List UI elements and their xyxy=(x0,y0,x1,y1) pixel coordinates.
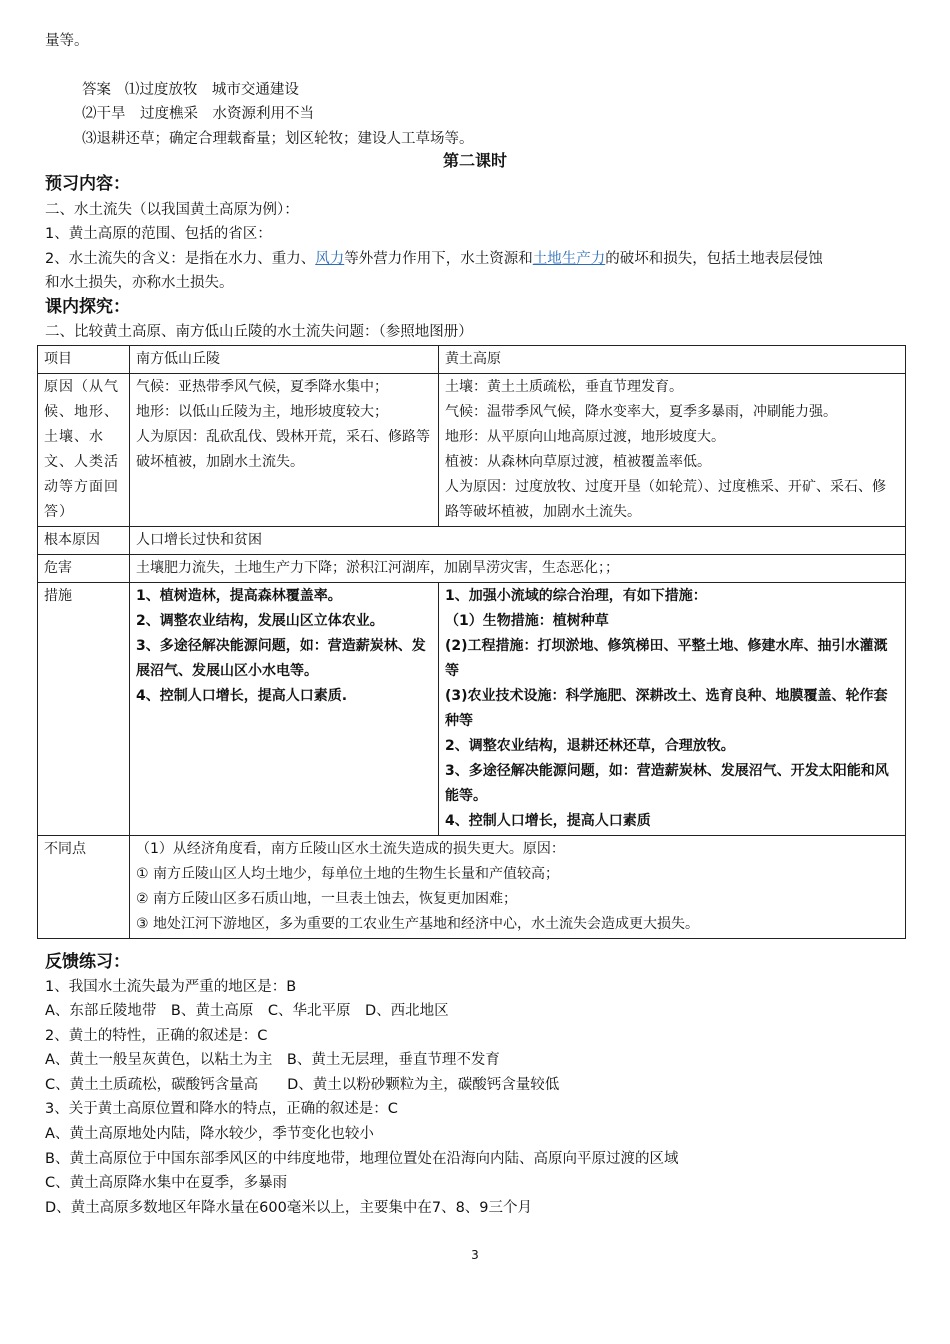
feedback-line: A、东部丘陵地带 B、黄土高原 C、华北平原 D、西北地区 xyxy=(45,1003,449,1019)
cause-label: 原因（从气候、地形、土壤、水文、人类活动等方面回答） xyxy=(38,374,130,527)
answer-label: 答案 xyxy=(82,82,111,98)
preview-question-2 xyxy=(45,247,823,271)
measure-south-line: 1、植树造林，提高森林覆盖率。 xyxy=(136,588,342,604)
measure-label: 措施 xyxy=(38,583,130,836)
feedback-line: B、黄土高原位于中国东部季风区的中纬度地带，地理位置处在沿海向内陆、高原向平原过渡的区域 xyxy=(45,1151,679,1167)
header-south: 南方低山丘陵 xyxy=(130,346,439,374)
diff-line: ① 南方丘陵山区人均土地少，每单位土地的生物生长量和产值较高； xyxy=(136,866,559,882)
link-land-productivity[interactable]: 土地生产力 xyxy=(532,251,606,267)
feedback-heading: 反馈练习： xyxy=(45,952,130,972)
cause-loess-line: 气候：温带季风气候，降水变率大，夏季多暴雨，冲刷能力强。 xyxy=(445,404,837,420)
harm-value: 土壤肥力流失，土地生产力下降；淤积江河湖库，加剧旱涝灾害，生态恶化；； xyxy=(130,555,906,583)
q2-text-c: 的破坏和损失，包括土地表层侵蚀 xyxy=(605,251,823,267)
table-row-harm xyxy=(38,555,906,583)
feedback-line: C、黄土土质疏松，碳酸钙含量高 D、黄土以粉砂颗粒为主，碳酸钙含量较低 xyxy=(45,1077,560,1093)
measure-loess-line: 1、加强小流域的综合治理，有如下措施： xyxy=(445,588,707,604)
feedback-line: D、黄土高原多数地区年降水量在600毫米以上，主要集中在7、8、9三个月 xyxy=(45,1200,533,1216)
measure-loess xyxy=(439,583,906,836)
measure-loess-line: 3、多途径解决能源问题，如：营造薪炭林、发展沼气、开发太阳能和风能等。 xyxy=(445,763,889,804)
cause-loess-line: 人为原因：过度放牧、过度开垦（如轮荒）、过度樵采、开矿、采石、修路等破坏植被，加剧水土流失。 xyxy=(445,479,886,520)
cause-loess xyxy=(439,374,906,527)
measure-south-line: 4、控制人口增长，提高人口素质. xyxy=(136,688,348,704)
q2-text-b: 等外营力作用下，水土资源和 xyxy=(344,251,533,267)
answer-text-1: ⑴过度放牧 城市交通建设 xyxy=(124,82,299,98)
feedback-line: A、黄土一般呈灰黄色，以粘土为主 B、黄土无层理，垂直节理不发育 xyxy=(45,1052,500,1068)
measure-south-line: 3、多途径解决能源问题，如：营造薪炭林、发展沼气、发展山区小水电等。 xyxy=(136,638,426,679)
intro-line: 量等。 xyxy=(45,33,89,49)
link-wind-force[interactable]: 风力 xyxy=(315,251,345,267)
diff-value xyxy=(130,836,906,939)
feedback-line: 1、我国水土流失最为严重的地区是：B xyxy=(45,979,297,995)
explore-subtitle: 二、比较黄土高原、南方低山丘陵的水土流失问题：（参照地图册） xyxy=(45,324,473,340)
cause-loess-line: 地形：从平原向山地高原过渡，地形坡度大。 xyxy=(445,429,725,445)
diff-line: （1）从经济角度看，南方丘陵山区水土流失造成的损失更大。原因： xyxy=(136,841,565,857)
cause-loess-line: 植被：从森林向草原过渡，植被覆盖率低。 xyxy=(445,454,711,470)
header-item: 项目 xyxy=(38,346,130,374)
measure-loess-line: (3)农业技术设施：科学施肥、深耕改土、选育良种、地膜覆盖、轮作套种等 xyxy=(445,688,888,729)
measure-loess-line: 4、控制人口增长，提高人口素质 xyxy=(445,813,651,829)
diff-label: 不同点 xyxy=(38,836,130,939)
answer-line-3: ⑶退耕还草；确定合理载畜量；划区轮牧；建设人工草场等。 xyxy=(82,131,474,147)
header-loess: 黄土高原 xyxy=(439,346,906,374)
cause-south-line: 人为原因：乱砍乱伐、毁林开荒，采石、修路等破坏植被，加剧水土流失。 xyxy=(136,429,430,470)
table-row-cause xyxy=(38,374,906,527)
preview-question-1: 1、黄土高原的范围、包括的省区： xyxy=(45,226,272,242)
feedback-line: 3、关于黄土高原位置和降水的特点，正确的叙述是：C xyxy=(45,1101,398,1117)
comparison-table xyxy=(37,345,906,939)
measure-south xyxy=(130,583,439,836)
measure-south-line: 2、调整农业结构，发展山区立体农业。 xyxy=(136,613,384,629)
table-row-measures xyxy=(38,583,906,836)
measure-loess-line: （1）生物措施：植树种草 xyxy=(445,613,609,629)
root-value: 人口增长过快和贫困 xyxy=(130,527,906,555)
cause-south-line: 气候：亚热带季风气候，夏季降水集中； xyxy=(136,379,388,395)
feedback-line: A、黄土高原地处内陆，降水较少，季节变化也较小 xyxy=(45,1126,374,1142)
lesson-title: 第二课时 xyxy=(442,151,507,170)
page-number: 3 xyxy=(471,1248,479,1262)
diff-line: ② 南方丘陵山区多石质山地，一旦表土蚀去，恢复更加困难； xyxy=(136,891,517,907)
table-header-row xyxy=(38,346,906,374)
q2-text-a: 2、水土流失的含义：是指在水力、重力、 xyxy=(45,251,316,267)
feedback-line: C、黄土高原降水集中在夏季，多暴雨 xyxy=(45,1175,288,1191)
cause-loess-line: 土壤：黄土土质疏松，垂直节理发育。 xyxy=(445,379,683,395)
root-label: 根本原因 xyxy=(38,527,130,555)
preview-item-title: 二、水土流失（以我国黄土高原为例）： xyxy=(45,202,299,218)
cause-south-line: 地形：以低山丘陵为主，地形坡度较大； xyxy=(136,404,388,420)
cause-south xyxy=(130,374,439,527)
explore-heading: 课内探究： xyxy=(45,297,130,317)
answer-line-2: ⑵干旱 过度樵采 水资源利用不当 xyxy=(82,106,314,122)
table-row-difference xyxy=(38,836,906,939)
measure-loess-line: 2、调整农业结构，退耕还林还草，合理放牧。 xyxy=(445,738,735,754)
preview-question-2-cont: 和水土损失，亦称水土损失。 xyxy=(45,275,234,291)
measure-loess-line: (2)工程措施：打坝淤地、修筑梯田、平整土地、修建水库、抽引水灌溉等 xyxy=(445,638,888,679)
diff-line: ③ 地处江河下游地区，多为重要的工农业生产基地和经济中心，水土流失会造成更大损失。 xyxy=(136,916,699,932)
harm-label: 危害 xyxy=(38,555,130,583)
preview-heading: 预习内容： xyxy=(45,174,130,194)
table-row-root xyxy=(38,527,906,555)
feedback-line: 2、黄土的特性，正确的叙述是：C xyxy=(45,1028,268,1044)
answer-line-1 xyxy=(82,78,299,102)
